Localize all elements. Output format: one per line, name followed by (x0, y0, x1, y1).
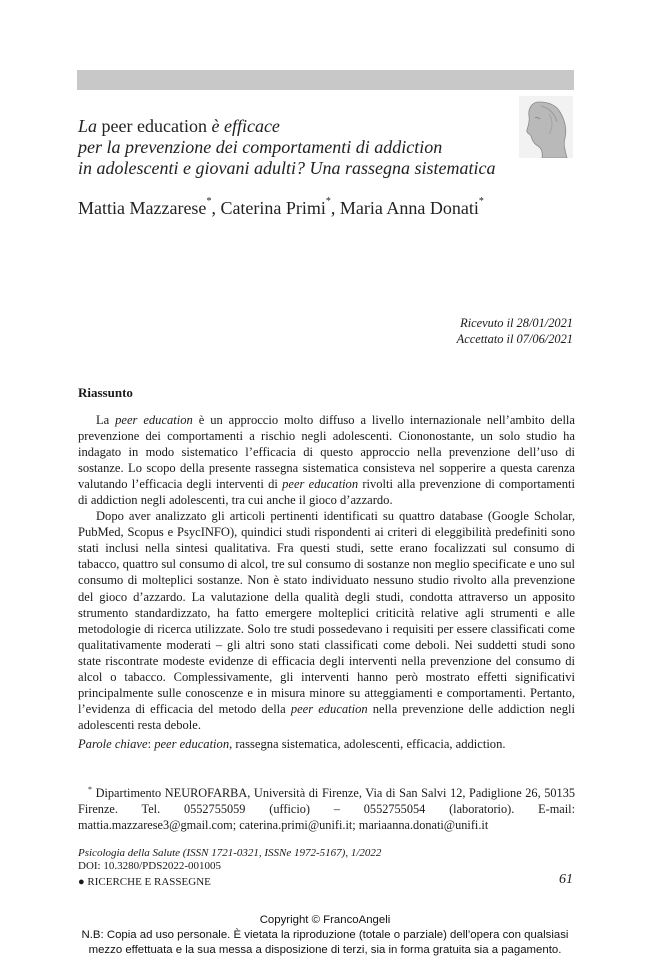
page-number: 61 (559, 872, 573, 887)
title-line-1: La peer education è efficace (78, 116, 280, 136)
abstract-heading: Riassunto (78, 385, 133, 400)
abstract-paragraph-2: Dopo aver analizzato gli articoli pertinenti identificati su quattro database (Google Scholar, PubMed, Scopus e PsycINFO), quindici studi rispondenti ai criteri di eleggibilità predefiniti sono stati inclusi nella sintesi qualitativa. Fra questi studi, sette erano focalizzati sul consumo di tabacco, quattro sul consumo di alcol, tre sul consumo di sostanze non meglio specificate e uno sul consumo di molteplici sostanze. Non è stato individuato nessuno studio rivolto alla prevenzione del gioco d’azzardo. La valutazione della qualità degli studi, condotta attraverso un apposito strumento standardizzato, ha fatto emergere molteplici criticità relative agli strumenti e alle metodologie di ricerca utilizzate. Solo tre studi possedevano i requisiti per essere classificati come qualitativamente moderati – gli altri sono stati classificati come deboli. Nei suddetti studi sono state riscontrate modeste evidenze di efficacia degli interventi nella prevenzione del consumo di alcol o tabacco. Complessivamente, gli interventi hanno però mostrato effetti significativi principalmente sulle conoscenze e in misura minore su atteggiamenti e comportamenti. Pertanto, l’evidenza di efficacia del metodo della peer education nella prevenzione delle addiction negli adolescenti resta debole. (78, 509, 575, 732)
affiliation-mark: * (206, 196, 212, 207)
abstract-body (78, 412, 575, 733)
doi: DOI: 10.3280/PDS2022-001005 (78, 860, 222, 872)
received-dates (457, 315, 573, 347)
author-name: Maria Anna Donati (339, 198, 479, 218)
received-date: Ricevuto il 28/01/2021 (460, 316, 573, 330)
header-bar (77, 70, 574, 90)
author-list: Mattia Mazzarese*, Caterina Primi*, Maria Anna Donati* (78, 196, 484, 218)
copyright-notice: Copyright © FrancoAngeli N.B: Copia ad uso personale. È vietata la riproduzione (totale o parziale) dell’opera con qualsiasi mezzo effettuata e la sua messa a disposizione di terzi, sia in forma gratuita sia a pagamento. (81, 914, 569, 956)
article-title (78, 116, 508, 179)
section-label: ● RICERCHE E RASSEGNE (78, 876, 211, 888)
accepted-date: Accettato il 07/06/2021 (456, 332, 573, 346)
affiliation-mark: * (325, 196, 331, 207)
affiliation-footnote: * Dipartimento NEUROFARBA, Università di Firenze, Via di San Salvi 12, Padiglione 26, 50135 Firenze. Tel. 0552755059 (ufficio) – 0552755054 (laboratorio). E-mail: mattia.mazzarese3@gmail.com; caterina.primi@unifi.it; mariaanna.donati@unifi.it (78, 785, 575, 833)
journal-portrait-logo (519, 96, 573, 158)
affiliation-mark: * (478, 196, 484, 207)
journal-citation: Psicologia della Salute (ISSN 1721-0321, ISSNe 1972-5167), 1/2022 (78, 847, 382, 859)
abstract-paragraph-1: La peer education è un approccio molto diffuso a livello internazionale nell’ambito della prevenzione dei comportamenti a rischio negli adolescenti. Ciononostante, un solo studio ha indagato in modo sistematico l’efficacia di questo approccio nella prevenzione dell’uso di sostanze. Lo scopo della presente rassegna sistematica consisteva nel sopperire a questa carenza valutando l’efficacia degli interventi di peer education rivolti alla prevenzione di comportamenti di addiction negli adolescenti, tra cui anche il gioco d’azzardo. (78, 413, 575, 508)
journal-info (78, 847, 381, 873)
bullet-icon: ● (78, 876, 85, 888)
keywords-line: Parole chiave: peer education, rassegna sistematica, adolescenti, efficacia, addiction. (78, 737, 506, 751)
title-line-2: per la prevenzione dei comportamenti di addiction (78, 137, 443, 157)
author-name: Caterina Primi (220, 198, 326, 218)
keywords-label: Parole chiave (78, 737, 148, 751)
author-name: Mattia Mazzarese (78, 198, 207, 218)
title-line-3: in adolescenti e giovani adulti? Una rassegna sistematica (78, 158, 496, 178)
